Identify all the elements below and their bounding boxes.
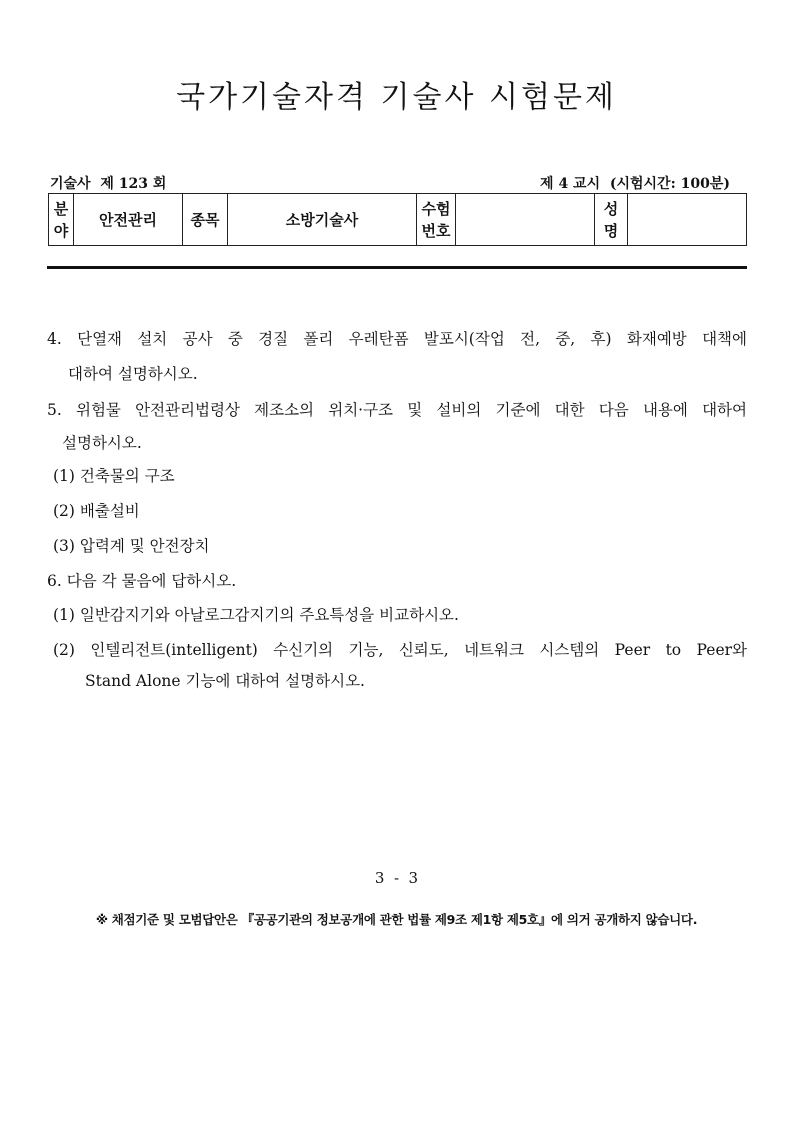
name-label-top: 성: [603, 199, 619, 218]
question-5-sub-3: (3) 압력계 및 안전장치: [53, 537, 210, 555]
category-label-cell: 종목: [183, 194, 228, 246]
question-6-line-1: 6. 다음 각 물음에 답하시오.: [47, 572, 237, 590]
question-4-line-2: 대하여 설명하시오.: [68, 365, 198, 383]
question-5-line-2: 설명하시오.: [62, 434, 142, 452]
exam-number-field[interactable]: [456, 194, 595, 246]
question-6-sub-2-line-1: (2) 인텔리전트(intelligent) 수신기의 기능, 신뢰도, 네트워크 시스템의 Peer to Peer와: [53, 641, 747, 659]
exam-number-label-bottom: 번호: [421, 221, 451, 240]
field-label-top: 분: [53, 199, 69, 218]
exam-meta: [48, 173, 748, 193]
session-label: 기술사 제 123 회: [50, 176, 167, 192]
header-divider: [47, 266, 747, 269]
footer-note: ※ 채점기준 및 모범답안은 『공공기관의 정보공개에 관한 법률 제9조 제1항 제5호』에 의거 공개하지 않습니다.: [95, 912, 698, 927]
exam-number-label-cell: [417, 194, 456, 246]
name-label-cell: [595, 194, 628, 246]
question-6-sub-1: (1) 일반감지기와 아날로그감지기의 주요특성을 비교하시오.: [53, 606, 459, 624]
question-5-sub-1: (1) 건축물의 구조: [53, 467, 175, 485]
question-5-line-1: 5. 위험물 안전관리법령상 제조소의 위치·구조 및 설비의 기준에 대한 다음 내용에 대하여: [47, 401, 747, 419]
name-label-bottom: 명: [603, 221, 619, 240]
field-label-cell: [49, 194, 74, 246]
period-label: 제 4 교시 (시험시간: 100분): [540, 176, 730, 192]
page-number: 3 - 3: [374, 869, 419, 887]
category-value-cell: 소방기술사: [228, 194, 417, 246]
exam-info-table: [48, 193, 747, 246]
question-5-sub-2: (2) 배출설비: [53, 502, 140, 520]
exam-number-label-top: 수험: [421, 199, 451, 218]
field-value-cell: 안전관리: [74, 194, 183, 246]
name-field[interactable]: [628, 194, 747, 246]
field-label-bottom: 야: [53, 221, 69, 240]
question-4-line-1: 4. 단열재 설치 공사 중 경질 폴리 우레탄폼 발포시(작업 전, 중, 후) 화재예방 대책에: [47, 330, 747, 348]
page-title: 국가기술자격 기술사 시험문제: [176, 80, 617, 115]
question-6-sub-2-line-2: Stand Alone 기능에 대하여 설명하시오.: [85, 672, 365, 690]
